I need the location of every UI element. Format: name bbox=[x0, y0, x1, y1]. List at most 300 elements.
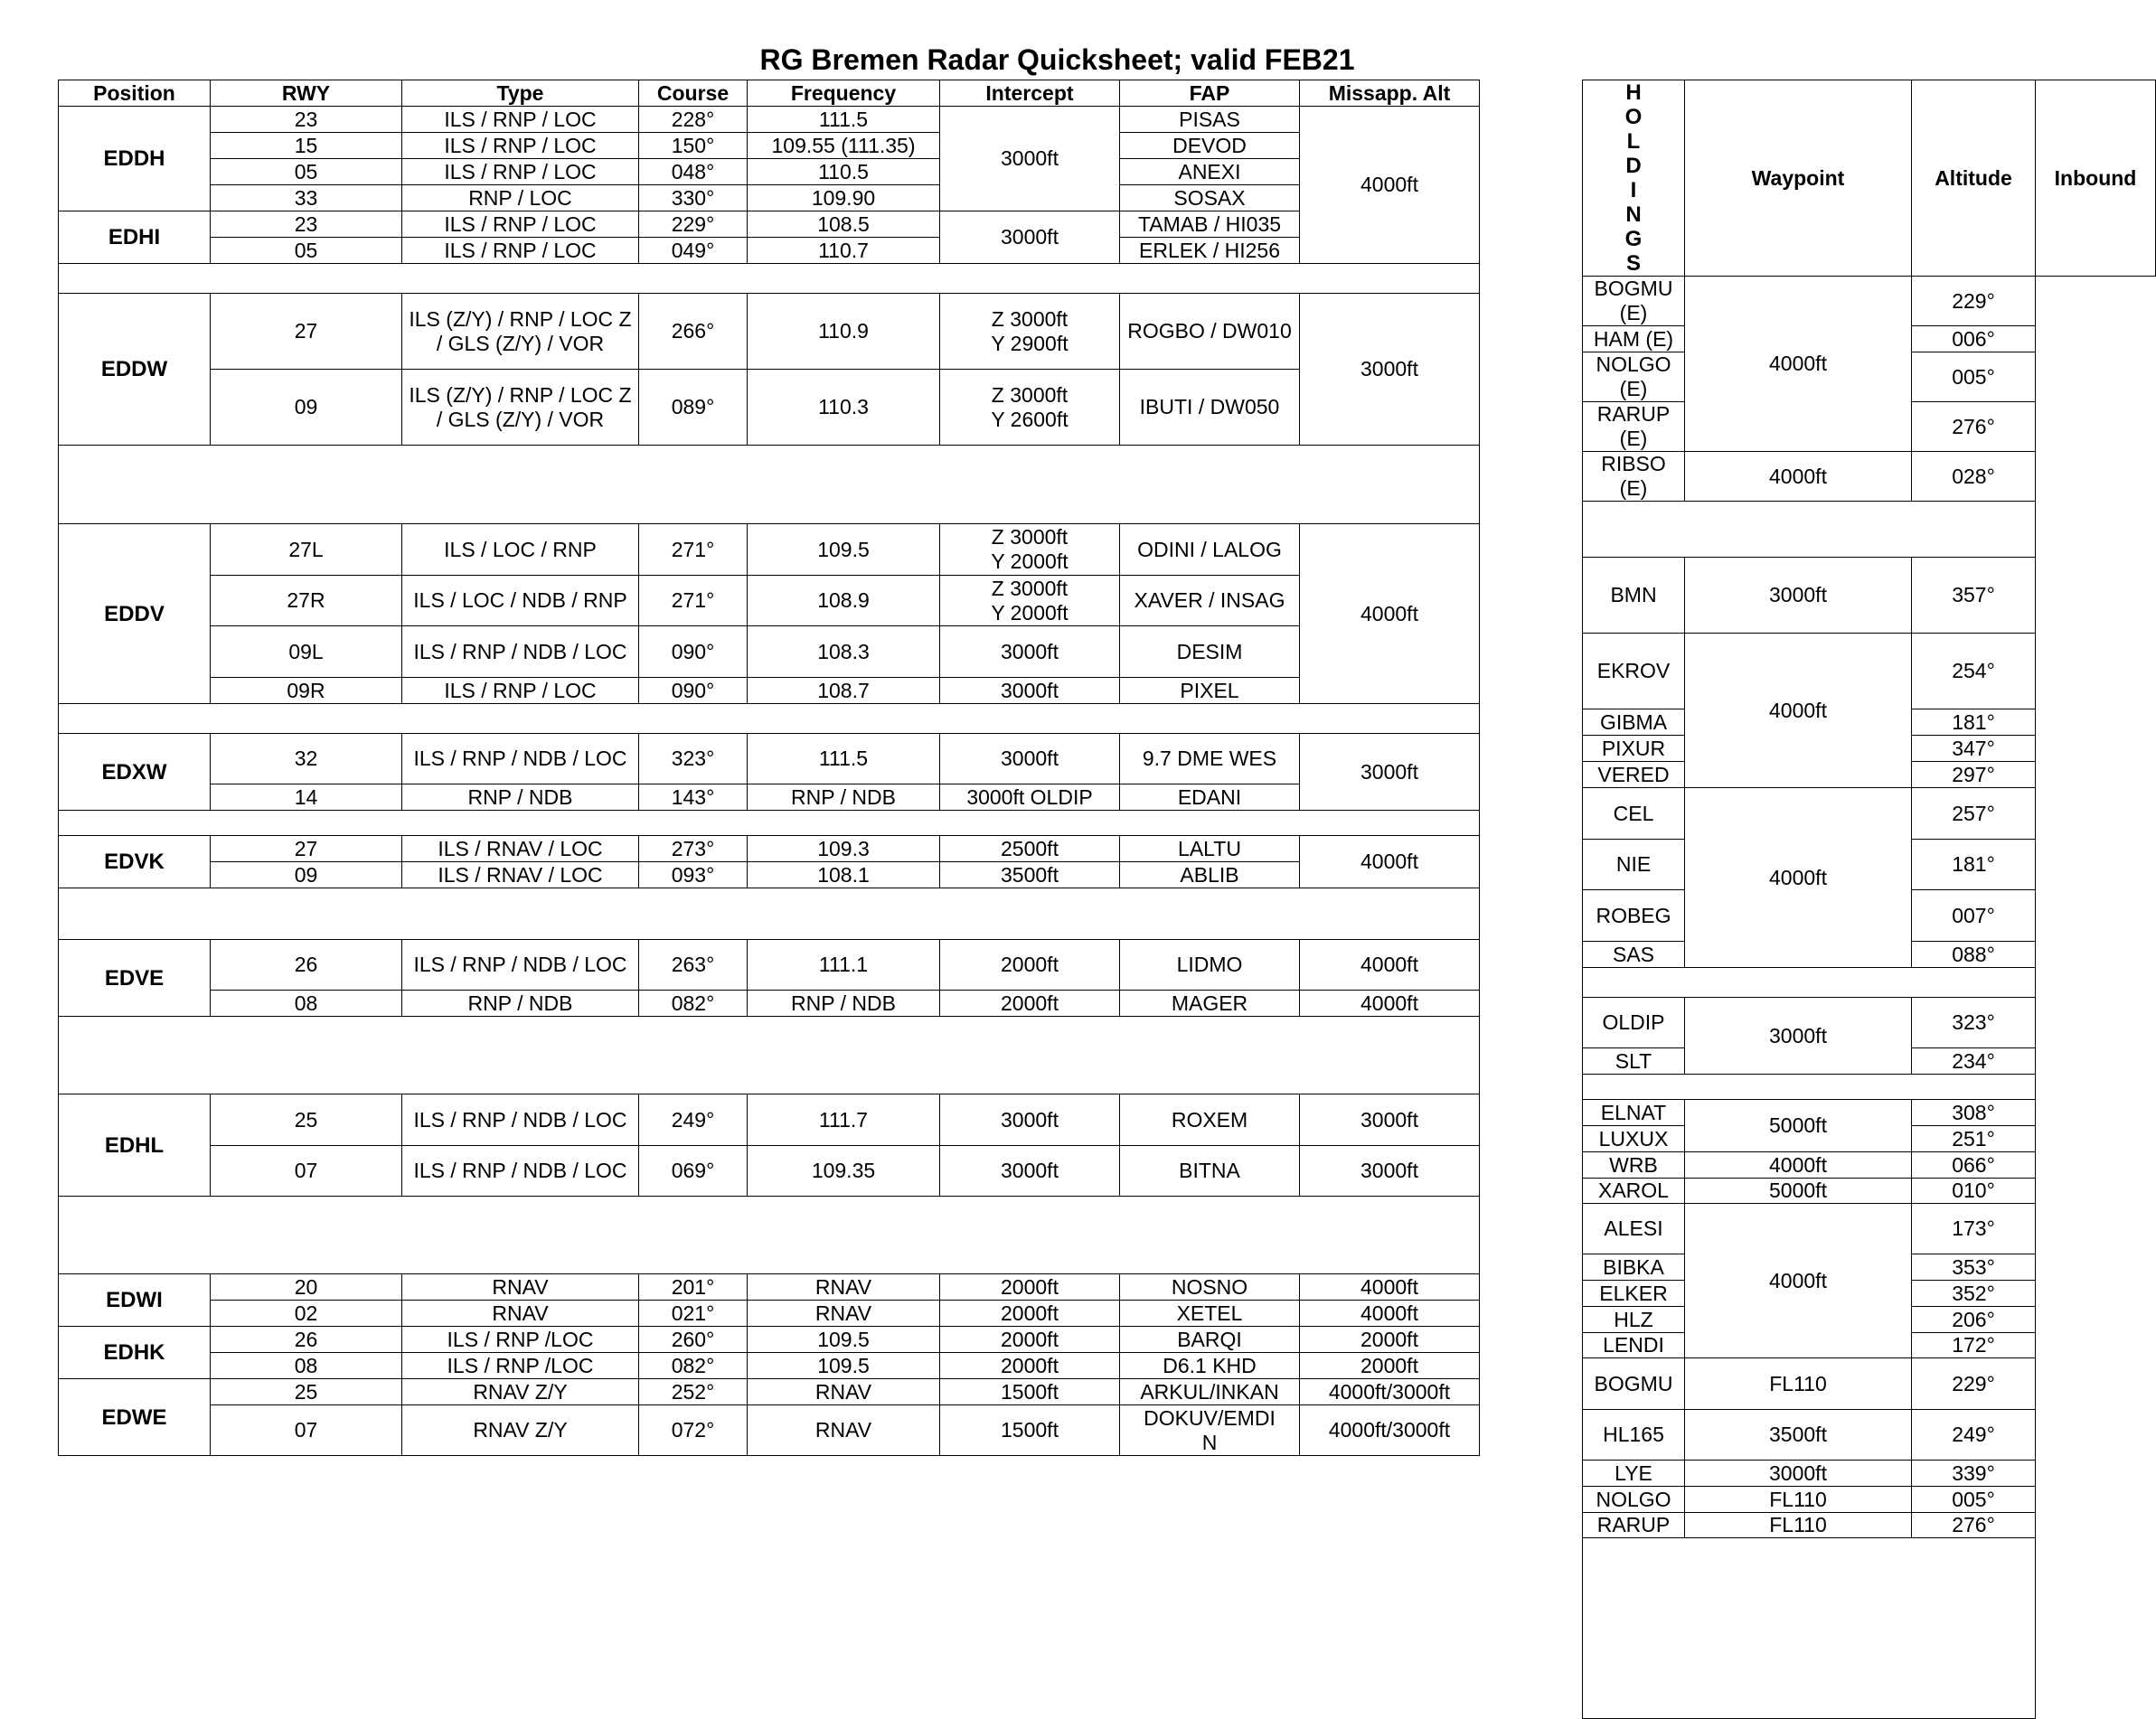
table-cell: ROGBO / DW010 bbox=[1120, 294, 1300, 370]
table-cell: 330° bbox=[639, 185, 748, 211]
spacer-row bbox=[1583, 968, 2156, 998]
spacer-row bbox=[59, 811, 1480, 836]
table-cell: RNAV Z/Y bbox=[402, 1379, 639, 1405]
table-cell: 1500ft bbox=[940, 1405, 1120, 1456]
spacer-row bbox=[59, 1197, 1480, 1274]
table-cell: 4000ft/3000ft bbox=[1300, 1379, 1480, 1405]
table-cell: 4000ft bbox=[1300, 836, 1480, 888]
table-cell: 150° bbox=[639, 133, 748, 159]
table-cell: 07 bbox=[211, 1405, 402, 1456]
table-cell: ILS / RNP / LOC bbox=[402, 107, 639, 133]
table-cell: LENDI bbox=[1583, 1333, 1685, 1358]
position-cell: EDDV bbox=[59, 524, 211, 704]
table-cell: RNAV Z/Y bbox=[402, 1405, 639, 1456]
table-cell: 4000ft bbox=[1685, 1152, 1912, 1179]
table-cell: 3000ft bbox=[1685, 558, 1912, 634]
table-cell: 05 bbox=[211, 238, 402, 264]
table-cell: 339° bbox=[1912, 1461, 2036, 1487]
table-cell: 048° bbox=[639, 159, 748, 185]
table-cell: FL110 bbox=[1685, 1358, 1912, 1410]
table-cell: 143° bbox=[639, 784, 748, 811]
table-row bbox=[59, 734, 1480, 784]
table-cell: 263° bbox=[639, 940, 748, 991]
table-row bbox=[1583, 558, 2156, 634]
table-cell: RNAV bbox=[748, 1379, 940, 1405]
spacer-row bbox=[59, 1017, 1480, 1094]
spacer-row bbox=[59, 446, 1480, 524]
column-header: Altitude bbox=[1912, 80, 2036, 277]
table-cell: 2000ft bbox=[940, 1353, 1120, 1379]
table-cell: 181° bbox=[1912, 709, 2036, 736]
table-cell: ROBEG bbox=[1583, 890, 1685, 942]
holdings-table-header bbox=[1583, 80, 2156, 277]
table-cell: ILS / LOC / NDB / RNP bbox=[402, 576, 639, 626]
table-cell bbox=[59, 888, 1480, 940]
table-cell: 082° bbox=[639, 991, 748, 1017]
column-header: Missapp. Alt bbox=[1300, 80, 1480, 107]
table-cell: 229° bbox=[639, 211, 748, 238]
table-cell: 005° bbox=[1912, 1487, 2036, 1513]
table-cell: 072° bbox=[639, 1405, 748, 1456]
column-header: Waypoint bbox=[1685, 80, 1912, 277]
table-row bbox=[59, 1301, 1480, 1327]
position-cell: EDXW bbox=[59, 734, 211, 811]
table-row bbox=[1583, 277, 2156, 326]
table-cell: 352° bbox=[1912, 1281, 2036, 1307]
table-row bbox=[1583, 1513, 2156, 1538]
table-cell: D6.1 KHD bbox=[1120, 1353, 1300, 1379]
table-row bbox=[1583, 1179, 2156, 1204]
table-cell: ERLEK / HI256 bbox=[1120, 238, 1300, 264]
table-cell: 308° bbox=[1912, 1100, 2036, 1126]
table-cell: 090° bbox=[639, 626, 748, 678]
table-cell: 3000ft OLDIP bbox=[940, 784, 1120, 811]
table-cell: 110.7 bbox=[748, 238, 940, 264]
table-cell: 201° bbox=[639, 1274, 748, 1301]
table-cell: 14 bbox=[211, 784, 402, 811]
column-header: FAP bbox=[1120, 80, 1300, 107]
table-cell: 066° bbox=[1912, 1152, 2036, 1179]
approach-table bbox=[58, 80, 1480, 1456]
table-cell: LALTU bbox=[1120, 836, 1300, 862]
table-cell: ILS / RNP / LOC bbox=[402, 159, 639, 185]
spacer-row bbox=[1583, 502, 2156, 558]
spacer-row bbox=[59, 704, 1480, 734]
table-cell: OLDIP bbox=[1583, 998, 1685, 1048]
table-cell: 2000ft bbox=[1300, 1327, 1480, 1353]
table-cell bbox=[59, 446, 1480, 524]
table-cell: 4000ft bbox=[1685, 1204, 1912, 1358]
position-cell: EDWE bbox=[59, 1379, 211, 1456]
position-cell: EDHI bbox=[59, 211, 211, 264]
table-cell: 07 bbox=[211, 1146, 402, 1197]
table-row bbox=[59, 862, 1480, 888]
column-header: Course bbox=[639, 80, 748, 107]
table-cell: 181° bbox=[1912, 840, 2036, 890]
table-cell: ILS / RNP /LOC bbox=[402, 1353, 639, 1379]
table-row bbox=[59, 294, 1480, 370]
table-cell: 266° bbox=[639, 294, 748, 370]
table-cell bbox=[1583, 1538, 2036, 1719]
table-row bbox=[59, 211, 1480, 238]
table-cell bbox=[59, 1197, 1480, 1274]
spacer-row bbox=[1583, 1075, 2156, 1100]
table-row bbox=[59, 1327, 1480, 1353]
spacer-row bbox=[1583, 1538, 2156, 1719]
table-cell: ILS / RNAV / LOC bbox=[402, 862, 639, 888]
table-cell: 110.3 bbox=[748, 370, 940, 446]
table-cell: 3000ft bbox=[940, 211, 1120, 264]
table-cell: 093° bbox=[639, 862, 748, 888]
table-cell: 110.5 bbox=[748, 159, 940, 185]
table-cell: 357° bbox=[1912, 558, 2036, 634]
table-row bbox=[59, 185, 1480, 211]
table-cell: 082° bbox=[639, 1353, 748, 1379]
table-cell: 228° bbox=[639, 107, 748, 133]
table-cell: 206° bbox=[1912, 1307, 2036, 1333]
page-title: RG Bremen Radar Quicksheet; valid FEB21 bbox=[759, 43, 1355, 76]
table-cell: 271° bbox=[639, 524, 748, 576]
table-cell bbox=[59, 811, 1480, 836]
table-cell: ILS / LOC / RNP bbox=[402, 524, 639, 576]
table-row bbox=[59, 626, 1480, 678]
table-cell: 249° bbox=[1912, 1410, 2036, 1461]
table-row bbox=[1583, 452, 2156, 502]
table-cell: RARUP bbox=[1583, 1513, 1685, 1538]
table-cell: WRB bbox=[1583, 1152, 1685, 1179]
spacer-row bbox=[59, 888, 1480, 940]
table-cell: 254° bbox=[1912, 634, 2036, 709]
table-cell: 109.35 bbox=[748, 1146, 940, 1197]
holdings-table bbox=[1582, 80, 2156, 1719]
table-cell: 108.9 bbox=[748, 576, 940, 626]
table-cell: 353° bbox=[1912, 1254, 2036, 1281]
table-cell: PIXEL bbox=[1120, 678, 1300, 704]
table-cell: 010° bbox=[1912, 1179, 2036, 1204]
table-row bbox=[59, 107, 1480, 133]
table-row bbox=[59, 1353, 1480, 1379]
table-cell: 3000ft bbox=[1300, 294, 1480, 446]
table-cell: 021° bbox=[639, 1301, 748, 1327]
table-row bbox=[1583, 788, 2156, 840]
table-cell: RIBSO (E) bbox=[1583, 452, 1685, 502]
table-cell: SOSAX bbox=[1120, 185, 1300, 211]
table-cell: 5000ft bbox=[1685, 1179, 1912, 1204]
table-cell: NOLGO (E) bbox=[1583, 352, 1685, 402]
position-cell: EDWI bbox=[59, 1274, 211, 1327]
table-row bbox=[59, 238, 1480, 264]
table-cell: XAROL bbox=[1583, 1179, 1685, 1204]
position-cell: EDHL bbox=[59, 1094, 211, 1197]
table-row bbox=[59, 836, 1480, 862]
table-cell: ILS / RNP / NDB / LOC bbox=[402, 1146, 639, 1197]
table-cell: RNP / NDB bbox=[748, 991, 940, 1017]
table-cell: ELNAT bbox=[1583, 1100, 1685, 1126]
table-cell: 3000ft bbox=[940, 1146, 1120, 1197]
table-cell: 3000ft bbox=[1685, 1461, 1912, 1487]
table-row bbox=[1583, 1410, 2156, 1461]
table-cell: ILS / RNP /LOC bbox=[402, 1327, 639, 1353]
holdings-label: H O L D I N G S bbox=[1583, 80, 1685, 277]
table-cell: 3000ft bbox=[1300, 1094, 1480, 1146]
table-cell: 2000ft bbox=[940, 1274, 1120, 1301]
table-cell: VERED bbox=[1583, 762, 1685, 788]
table-cell: GIBMA bbox=[1583, 709, 1685, 736]
table-cell: DEVOD bbox=[1120, 133, 1300, 159]
table-cell: 172° bbox=[1912, 1333, 2036, 1358]
table-cell: RNAV bbox=[748, 1274, 940, 1301]
table-row bbox=[59, 370, 1480, 446]
table-cell: 33 bbox=[211, 185, 402, 211]
table-cell: 15 bbox=[211, 133, 402, 159]
table-cell: 3500ft bbox=[1685, 1410, 1912, 1461]
table-cell: 3000ft bbox=[940, 107, 1120, 211]
table-cell: ILS (Z/Y) / RNP / LOC Z / GLS (Z/Y) / VOR bbox=[402, 294, 639, 370]
column-header: Type bbox=[402, 80, 639, 107]
table-cell: LUXUX bbox=[1583, 1126, 1685, 1152]
table-cell: DESIM bbox=[1120, 626, 1300, 678]
table-cell: 4000ft/3000ft bbox=[1300, 1405, 1480, 1456]
table-cell: 05 bbox=[211, 159, 402, 185]
table-cell: XETEL bbox=[1120, 1301, 1300, 1327]
table-cell: 109.5 bbox=[748, 1353, 940, 1379]
table-cell: BIBKA bbox=[1583, 1254, 1685, 1281]
table-cell: 26 bbox=[211, 1327, 402, 1353]
table-cell: 249° bbox=[639, 1094, 748, 1146]
table-cell: 108.3 bbox=[748, 626, 940, 678]
table-cell: PIXUR bbox=[1583, 736, 1685, 762]
approach-table-header bbox=[59, 80, 1480, 107]
table-cell: 23 bbox=[211, 107, 402, 133]
table-row bbox=[1583, 1358, 2156, 1410]
table-cell: ABLIB bbox=[1120, 862, 1300, 888]
table-cell: 4000ft bbox=[1300, 107, 1480, 264]
table-cell: 229° bbox=[1912, 277, 2036, 326]
table-cell: 08 bbox=[211, 1353, 402, 1379]
table-cell: 3000ft bbox=[940, 626, 1120, 678]
table-cell: 229° bbox=[1912, 1358, 2036, 1410]
table-cell: 3000ft bbox=[940, 1094, 1120, 1146]
table-row bbox=[1583, 1204, 2156, 1254]
table-cell: 32 bbox=[211, 734, 402, 784]
table-cell: FL110 bbox=[1685, 1487, 1912, 1513]
table-row bbox=[59, 159, 1480, 185]
table-cell: NIE bbox=[1583, 840, 1685, 890]
table-cell: RNP / LOC bbox=[402, 185, 639, 211]
table-cell: 109.3 bbox=[748, 836, 940, 862]
table-cell: EKROV bbox=[1583, 634, 1685, 709]
table-cell: 005° bbox=[1912, 352, 2036, 402]
position-cell: EDDW bbox=[59, 294, 211, 446]
table-cell: IBUTI / DW050 bbox=[1120, 370, 1300, 446]
table-row bbox=[59, 1379, 1480, 1405]
table-cell: LIDMO bbox=[1120, 940, 1300, 991]
table-cell: 4000ft bbox=[1685, 788, 1912, 968]
table-row bbox=[59, 576, 1480, 626]
table-row bbox=[59, 1274, 1480, 1301]
table-row bbox=[59, 1405, 1480, 1456]
position-cell: EDHK bbox=[59, 1327, 211, 1379]
table-cell: RNP / NDB bbox=[748, 784, 940, 811]
table-cell: 9.7 DME WES bbox=[1120, 734, 1300, 784]
spacer-row bbox=[59, 264, 1480, 294]
table-row bbox=[59, 524, 1480, 576]
table-row bbox=[59, 991, 1480, 1017]
table-cell: 111.5 bbox=[748, 734, 940, 784]
table-cell bbox=[59, 264, 1480, 294]
table-row bbox=[1583, 1487, 2156, 1513]
table-cell: RNP / NDB bbox=[402, 784, 639, 811]
table-cell: 2000ft bbox=[940, 1301, 1120, 1327]
table-cell bbox=[1583, 968, 2036, 998]
table-cell: 049° bbox=[639, 238, 748, 264]
table-cell bbox=[1583, 1075, 2036, 1100]
table-cell: NOSNO bbox=[1120, 1274, 1300, 1301]
table-cell: ILS / RNP / NDB / LOC bbox=[402, 1094, 639, 1146]
table-cell bbox=[1583, 502, 2036, 558]
table-cell: 297° bbox=[1912, 762, 2036, 788]
table-cell: 25 bbox=[211, 1094, 402, 1146]
table-cell: 252° bbox=[639, 1379, 748, 1405]
table-cell: 109.5 bbox=[748, 1327, 940, 1353]
table-cell: ODINI / LALOG bbox=[1120, 524, 1300, 576]
table-cell: 27 bbox=[211, 836, 402, 862]
table-cell: SAS bbox=[1583, 942, 1685, 968]
table-row bbox=[1583, 634, 2156, 709]
table-cell: ILS / RNP / LOC bbox=[402, 211, 639, 238]
table-row bbox=[1583, 998, 2156, 1048]
table-cell: 108.7 bbox=[748, 678, 940, 704]
table-cell: 23 bbox=[211, 211, 402, 238]
table-cell: EDANI bbox=[1120, 784, 1300, 811]
table-cell: RNAV bbox=[748, 1405, 940, 1456]
table-cell: ROXEM bbox=[1120, 1094, 1300, 1146]
table-cell: 09R bbox=[211, 678, 402, 704]
table-cell: 323° bbox=[1912, 998, 2036, 1048]
table-cell: ILS / RNP / LOC bbox=[402, 238, 639, 264]
table-cell: 5000ft bbox=[1685, 1100, 1912, 1152]
table-cell: 27R bbox=[211, 576, 402, 626]
table-cell: ANEXI bbox=[1120, 159, 1300, 185]
table-cell: ELKER bbox=[1583, 1281, 1685, 1307]
table-cell: 234° bbox=[1912, 1048, 2036, 1075]
table-cell: 088° bbox=[1912, 942, 2036, 968]
table-row bbox=[1583, 1461, 2156, 1487]
table-cell: 111.7 bbox=[748, 1094, 940, 1146]
table-cell: BOGMU bbox=[1583, 1358, 1685, 1410]
table-cell: 09 bbox=[211, 862, 402, 888]
table-cell: PISAS bbox=[1120, 107, 1300, 133]
table-cell: LYE bbox=[1583, 1461, 1685, 1487]
table-cell: 108.5 bbox=[748, 211, 940, 238]
table-cell: 2000ft bbox=[940, 1327, 1120, 1353]
table-cell: 4000ft bbox=[1685, 277, 1912, 452]
table-cell: 3000ft bbox=[1685, 998, 1912, 1075]
table-cell: XAVER / INSAG bbox=[1120, 576, 1300, 626]
table-cell: 1500ft bbox=[940, 1379, 1120, 1405]
table-cell: 006° bbox=[1912, 326, 2036, 352]
table-cell: 20 bbox=[211, 1274, 402, 1301]
position-cell: EDVE bbox=[59, 940, 211, 1017]
table-cell: HAM (E) bbox=[1583, 326, 1685, 352]
table-row bbox=[59, 678, 1480, 704]
table-cell: DOKUV/EMDI N bbox=[1120, 1405, 1300, 1456]
table-cell: 273° bbox=[639, 836, 748, 862]
table-cell: 26 bbox=[211, 940, 402, 991]
table-cell: 3000ft bbox=[940, 678, 1120, 704]
table-cell: 257° bbox=[1912, 788, 2036, 840]
table-row bbox=[59, 940, 1480, 991]
table-cell: 25 bbox=[211, 1379, 402, 1405]
table-cell: ILS / RNP / LOC bbox=[402, 133, 639, 159]
table-cell: 27L bbox=[211, 524, 402, 576]
table-cell: BMN bbox=[1583, 558, 1685, 634]
table-cell: 108.1 bbox=[748, 862, 940, 888]
table-cell: Z 3000ft Y 2000ft bbox=[940, 576, 1120, 626]
table-cell: ARKUL/INKAN bbox=[1120, 1379, 1300, 1405]
column-header: Frequency bbox=[748, 80, 940, 107]
table-cell: 028° bbox=[1912, 452, 2036, 502]
table-cell bbox=[59, 1017, 1480, 1094]
table-cell: BOGMU (E) bbox=[1583, 277, 1685, 326]
table-cell: 109.90 bbox=[748, 185, 940, 211]
table-cell: 173° bbox=[1912, 1204, 2036, 1254]
table-cell: 4000ft bbox=[1300, 524, 1480, 704]
table-cell: 02 bbox=[211, 1301, 402, 1327]
table-cell: 260° bbox=[639, 1327, 748, 1353]
table-cell: 323° bbox=[639, 734, 748, 784]
table-cell: 4000ft bbox=[1300, 940, 1480, 991]
table-row bbox=[1583, 1152, 2156, 1179]
table-cell: Z 3000ft Y 2000ft bbox=[940, 524, 1120, 576]
table-cell: 089° bbox=[639, 370, 748, 446]
position-cell: EDDH bbox=[59, 107, 211, 211]
table-cell: ILS / RNP / NDB / LOC bbox=[402, 626, 639, 678]
table-cell: FL110 bbox=[1685, 1513, 1912, 1538]
column-header: RWY bbox=[211, 80, 402, 107]
table-cell: BITNA bbox=[1120, 1146, 1300, 1197]
table-cell: 2000ft bbox=[940, 991, 1120, 1017]
table-cell: 069° bbox=[639, 1146, 748, 1197]
table-cell: 3000ft bbox=[1300, 1146, 1480, 1197]
table-cell: 110.9 bbox=[748, 294, 940, 370]
table-cell: 4000ft bbox=[1300, 1274, 1480, 1301]
table-cell: 251° bbox=[1912, 1126, 2036, 1152]
table-cell: ALESI bbox=[1583, 1204, 1685, 1254]
table-cell: 347° bbox=[1912, 736, 2036, 762]
position-cell: EDVK bbox=[59, 836, 211, 888]
table-cell: RNAV bbox=[402, 1274, 639, 1301]
table-cell: HLZ bbox=[1583, 1307, 1685, 1333]
table-cell: NOLGO bbox=[1583, 1487, 1685, 1513]
table-cell: RNP / NDB bbox=[402, 991, 639, 1017]
table-row bbox=[1583, 1100, 2156, 1126]
table-cell: ILS / RNAV / LOC bbox=[402, 836, 639, 862]
table-cell: HL165 bbox=[1583, 1410, 1685, 1461]
table-cell: 4000ft bbox=[1685, 634, 1912, 788]
table-cell: 3500ft bbox=[940, 862, 1120, 888]
table-cell: CEL bbox=[1583, 788, 1685, 840]
table-cell: 2000ft bbox=[1300, 1353, 1480, 1379]
table-cell: Z 3000ft Y 2600ft bbox=[940, 370, 1120, 446]
table-cell: 007° bbox=[1912, 890, 2036, 942]
column-header: Intercept bbox=[940, 80, 1120, 107]
table-cell: 4000ft bbox=[1300, 1301, 1480, 1327]
table-cell: 2500ft bbox=[940, 836, 1120, 862]
column-header: Position bbox=[59, 80, 211, 107]
table-row bbox=[59, 133, 1480, 159]
table-cell: 111.5 bbox=[748, 107, 940, 133]
